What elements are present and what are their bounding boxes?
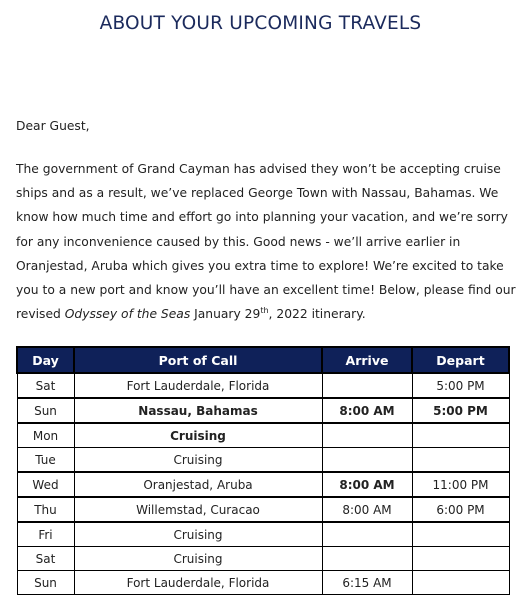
letter-date: January 29 [190,307,261,322]
cell-arrive: 8:00 AM [322,398,412,423]
date-ordinal: th [260,306,269,316]
cell-depart [412,522,509,547]
table-row [17,522,509,547]
cell-depart [412,448,509,473]
table-row [17,571,509,595]
cell-day: Sat [17,373,74,398]
page-title: ABOUT YOUR UPCOMING TRAVELS [99,13,422,34]
ship-name: Odyssey of the Seas [64,307,191,322]
cell-day: Fri [17,522,74,547]
cell-day: Thu [17,497,74,522]
header-depart: Depart [412,347,509,373]
table-row [17,472,509,497]
itinerary-table [16,346,510,595]
cell-day: Wed [17,472,74,497]
cell-day: Tue [17,448,74,473]
cell-port: Fort Lauderdale, Florida [74,571,322,595]
table-row [17,547,509,571]
cell-port: Oranjestad, Aruba [74,472,322,497]
letter-paragraph [16,157,516,326]
cell-port: Cruising [74,547,322,571]
header-port: Port of Call [74,347,322,373]
cell-day: Mon [17,423,74,448]
cell-arrive [322,373,412,398]
cell-arrive [322,423,412,448]
table-header-row [17,347,509,373]
cell-port: Fort Lauderdale, Florida [74,373,322,398]
cell-arrive: 8:00 AM [322,497,412,522]
cell-day: Sun [17,398,74,423]
cell-depart: 5:00 PM [412,398,509,423]
cell-day: Sun [17,571,74,595]
header-arrive: Arrive [322,347,412,373]
letter-text: The government of Grand Cayman has advised they won’t be accepting cruise ships and as a result, we’ve replaced George Town with Nassau, Bahamas. We know how much time and effort go into planning your vacation, and we’re sorry for any inconvenience caused by this. Good news - we’ll arrive earlier in Oranjestad, Aruba which gives you extra time to explore! We’re excited to take you to a new port and know you’ll have an excellent time! Below, please find our revised [16,162,516,322]
cell-depart [412,571,509,595]
cell-depart: 6:00 PM [412,497,509,522]
cell-port: Cruising [74,522,322,547]
cell-depart: 5:00 PM [412,373,509,398]
table-row [17,448,509,473]
table-row [17,497,509,522]
cell-day: Sat [17,547,74,571]
cell-arrive [322,448,412,473]
cell-port: Nassau, Bahamas [74,398,322,423]
cell-arrive [322,522,412,547]
table-row [17,398,509,423]
cell-depart: 11:00 PM [412,472,509,497]
cell-port: Cruising [74,423,322,448]
cell-arrive: 6:15 AM [322,571,412,595]
letter-text-end: , 2022 itinerary. [268,307,366,322]
greeting: Dear Guest, [16,119,90,133]
cell-port: Willemstad, Curacao [74,497,322,522]
table-row [17,373,509,398]
table-row [17,423,509,448]
cell-depart [412,423,509,448]
cell-depart [412,547,509,571]
cell-arrive: 8:00 AM [322,472,412,497]
cell-port: Cruising [74,448,322,473]
header-day: Day [17,347,74,373]
cell-arrive [322,547,412,571]
